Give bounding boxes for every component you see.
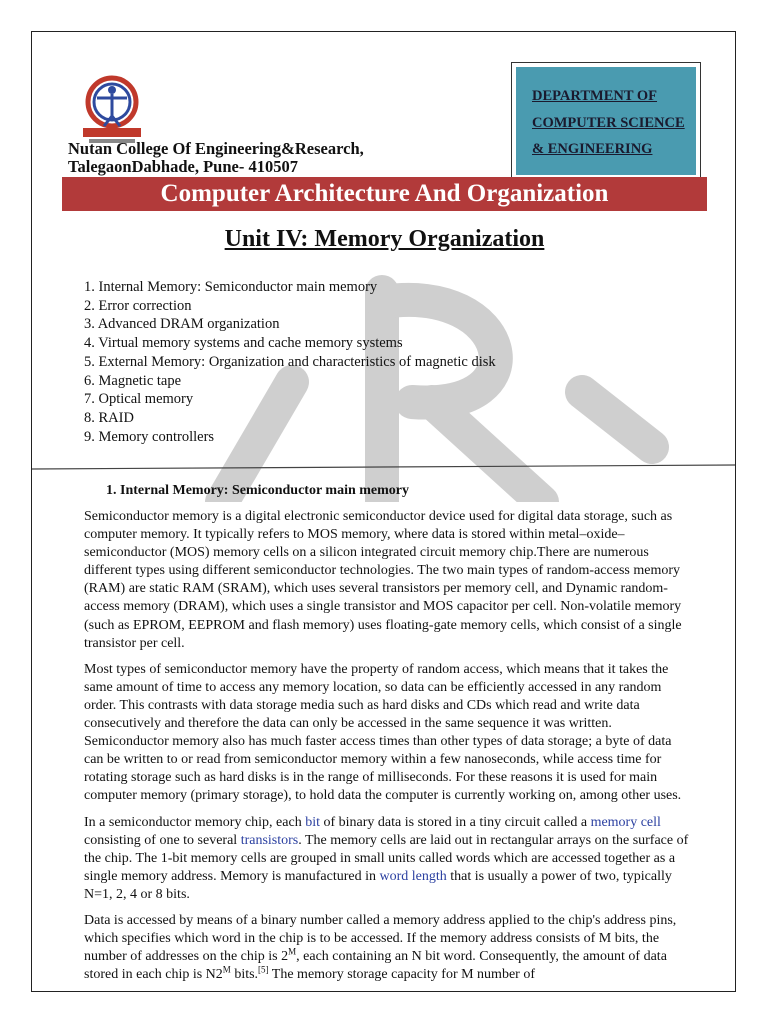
topic-item: 4. Virtual memory systems and cache memory systems xyxy=(84,335,403,352)
word-length-link[interactable]: word length xyxy=(379,868,447,884)
topic-item: 8. RAID xyxy=(84,409,134,426)
topic-item: 3. Advanced DRAM organization xyxy=(84,316,280,333)
course-title-banner: Computer Architecture And Organization xyxy=(62,177,707,211)
unit-title: Unit IV: Memory Organization xyxy=(224,226,545,252)
topic-item: 2. Error correction xyxy=(84,297,192,314)
topic-item: 7. Optical memory xyxy=(84,391,194,408)
document-page xyxy=(31,31,736,992)
paragraph-4: Data is accessed by means of a binary number called a memory address applied to the chip's address pins, which specifies which word in the chip is to be accessed. If the memory address consists of M bits, the number of addresses on the chip is $2^M$, each containing an N bit word. Consequently, the amount of data stored in each chip is $N2^M$ bits.[5] The memory storage capacity for M number of xyxy=(84,912,677,983)
topic-list xyxy=(84,278,496,446)
college-address-line: TalegaonDabhade, Pune- 410507 xyxy=(68,157,298,176)
department-line3: & ENGINEERING xyxy=(532,141,653,157)
topic-item: 1. Internal Memory: Semiconductor main memory xyxy=(84,279,378,295)
topic-item: 6. Magnetic tape xyxy=(84,372,182,389)
college-name-line1: Nutan College Of Engineering&Research, xyxy=(68,139,364,158)
department-line1: DEPARTMENT OF xyxy=(532,88,658,104)
department-line2: COMPUTER SCIENCE xyxy=(532,114,685,131)
section-body xyxy=(84,508,694,992)
citation-marker: [5] xyxy=(258,964,269,975)
paragraph-3: In a semiconductor memory chip, each bit of binary data is stored in a tiny circuit called a memory cell consisting of one to several transistors. The memory cells are laid out in rectangular arrays on the surface of the chip. The 1-bit memory cells are grouped in small units called words which are accessed together as a single memory address. Memory is manufactured in word length that is usually a power of two, typically N=1, 2, 4 or 8 bits. xyxy=(84,814,689,902)
transistors-link[interactable]: transistors xyxy=(240,832,299,848)
bit-link[interactable]: bit xyxy=(305,814,320,830)
paragraph-2: Most types of semiconductor memory have the property of random access, which means that it takes the same amount of time to access any memory location, so data can be efficiently accessed in any random order. This contrasts with data storage media such as hard disks and CDs which read and write data consecutively and therefore the data can only be accessed in the same sequence it was written. Semiconductor memory also has much faster access times than other types of data storage; a byte of data can be written to or read from semiconductor memory within a few nanoseconds, while access time for rotating storage such as hard disks is in the range of milliseconds. For these reasons it is used for main computer memory (primary storage), to hold data the computer is currently working on, among other uses. xyxy=(84,661,682,804)
college-name xyxy=(68,140,364,176)
topic-item: 9. Memory controllers xyxy=(84,428,215,445)
department-box xyxy=(511,62,701,180)
section-heading: 1. Internal Memory: Semiconductor main memory xyxy=(106,483,410,498)
topic-item: 5. External Memory: Organization and characteristics of magnetic disk xyxy=(84,353,496,370)
section-divider xyxy=(32,464,736,472)
memory-cell-link[interactable]: memory cell xyxy=(590,814,661,830)
paragraph-1: Semiconductor memory is a digital electronic semiconductor device used for digital data storage, such as computer memory. It typically refers to MOS memory, where data is stored within metal–oxide–semiconductor (MOS) memory cells on a silicon integrated circuit memory chip.There are numerous different types using different semiconductor technologies. The two main types of random-access memory (RAM) are static RAM (SRAM), which uses several transistors per memory cell, and Dynamic random-access memory (DRAM), which uses a single transistor and MOS capacitor per cell. Non-volatile memory (such as EPROM, EEPROM and flash memory) uses floating-gate memory cells, which consist of a single transistor per cell. xyxy=(84,509,682,651)
